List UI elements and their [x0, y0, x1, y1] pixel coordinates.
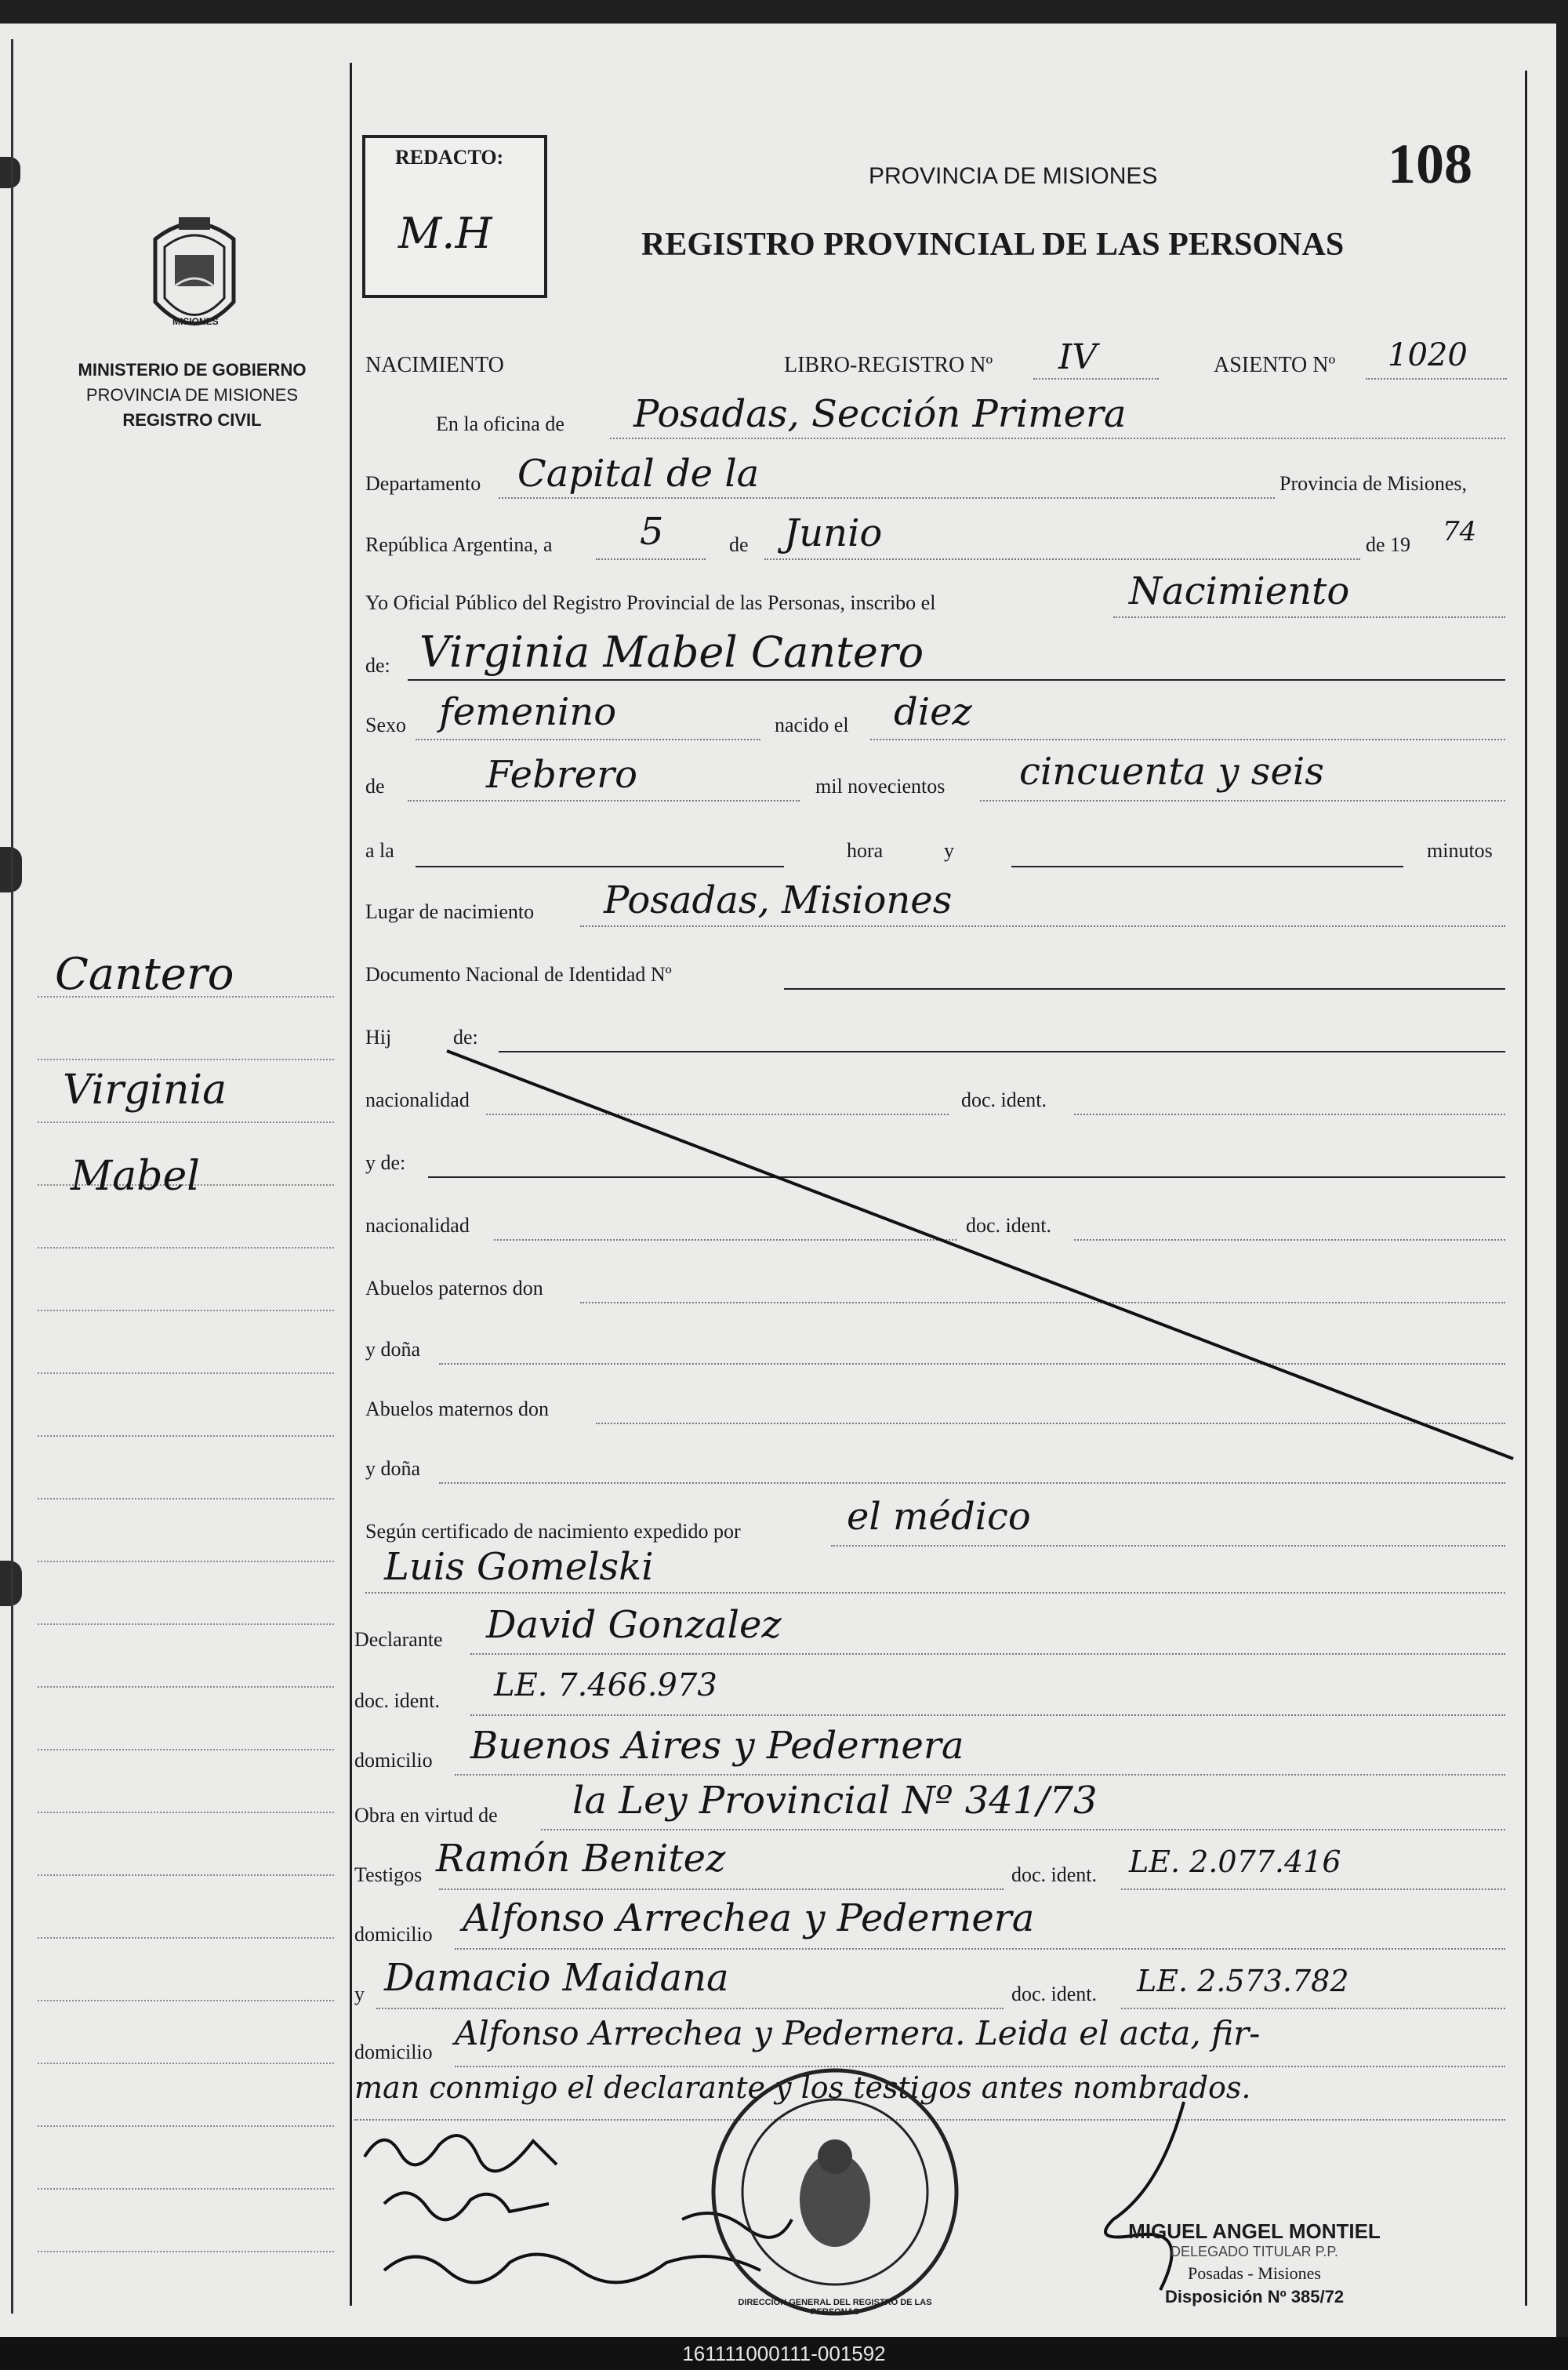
- redacto-label: REDACTO:: [395, 146, 504, 169]
- margin-line: [38, 2000, 334, 2001]
- testigo1-value: Ramón Benitez: [436, 1837, 726, 1881]
- official-role: DELEGADO TITULAR P.P.: [1170, 2244, 1339, 2259]
- doc-ident5-label: doc. ident.: [1011, 1983, 1098, 2005]
- de-label: de: [729, 533, 749, 556]
- sexo-label: Sexo: [365, 714, 406, 736]
- doc-ident5-line: [1121, 2008, 1505, 2009]
- lugar-label: Lugar de nacimiento: [365, 900, 535, 923]
- declarante-line: [470, 1653, 1505, 1655]
- nacido-line: [870, 739, 1505, 740]
- margin-line: [38, 2188, 334, 2190]
- anio-nac-line: [980, 800, 1505, 802]
- official-seal: [706, 2063, 964, 2321]
- minutos-line: [1011, 866, 1403, 867]
- declarante-label: Declarante: [354, 1628, 443, 1651]
- acto-value: Nacimiento: [1129, 569, 1350, 613]
- yo-oficial-label: Yo Oficial Público del Registro Provincial de las Personas, inscribo el: [365, 591, 936, 614]
- medico-value: el médico: [847, 1495, 1031, 1539]
- domicilio-declarante-value: Buenos Aires y Pedernera: [470, 1724, 964, 1768]
- y-dona2-line: [439, 1482, 1505, 1484]
- left-frame-line: [11, 39, 13, 2314]
- margin-line: [38, 1435, 334, 1437]
- obra-line: [541, 1829, 1505, 1830]
- obra-label: Obra en virtud de: [354, 1804, 498, 1827]
- official-disposicion: Disposición Nº 385/72: [1164, 2287, 1345, 2306]
- departamento-label: Departamento: [365, 472, 481, 495]
- mes-nac-value: Febrero: [486, 753, 638, 797]
- doc-testigo2-value: LE. 2.573.782: [1137, 1964, 1349, 1998]
- testigos-label: Testigos: [354, 1863, 423, 1886]
- lugar-line: [580, 925, 1505, 927]
- domicilio-testigo1-value: Alfonso Arrechea y Pedernera: [463, 1896, 1035, 1940]
- domicilio2-label: domicilio: [354, 1923, 433, 1946]
- y-label: y: [944, 839, 954, 862]
- doc-declarante-value: LE. 7.466.973: [494, 1667, 717, 1703]
- domicilio3-label: domicilio: [354, 2041, 433, 2063]
- nacido-value: diez: [894, 690, 972, 734]
- acto-line: [1113, 616, 1505, 618]
- cierre-value: man conmigo el declarante y los testigos antes nombrados.: [354, 2070, 1251, 2105]
- de-19-label: de 19: [1366, 533, 1411, 556]
- nombre-value: Virginia Mabel Cantero: [419, 627, 924, 677]
- hora-label: hora: [847, 839, 884, 862]
- margin-line: [38, 2251, 334, 2252]
- margin-line: [38, 1812, 334, 1813]
- redacto-stamp: [362, 135, 547, 298]
- oficina-value: Posadas, Sección Primera: [633, 392, 1127, 436]
- ministry-line3: REGISTRO CIVIL: [122, 410, 262, 430]
- libro-line: [1033, 378, 1159, 380]
- nacimiento-label: NACIMIENTO: [365, 353, 504, 377]
- obra-value: la Ley Provincial Nº 341/73: [572, 1779, 1098, 1823]
- domicilio1-line: [455, 1774, 1505, 1776]
- hij-de-label: de:: [453, 1026, 478, 1049]
- official-city: Posadas - Misiones: [1188, 2263, 1321, 2283]
- anio-value: 74: [1443, 516, 1477, 547]
- margin-surname: Cantero: [55, 949, 234, 1000]
- departamento-line: [499, 497, 1275, 499]
- a-la-label: a la: [365, 839, 394, 862]
- column-divider-line: [350, 63, 352, 2306]
- margin-line: [38, 1059, 334, 1060]
- testigo2-line: [376, 2008, 1004, 2009]
- margin-line: [38, 1498, 334, 1499]
- sexo-value: femenino: [439, 690, 617, 734]
- doc-ident3-line: [470, 1714, 1505, 1716]
- province-header: PROVINCIA DE MISIONES: [869, 163, 1158, 189]
- margin-line: [38, 1247, 334, 1249]
- y-dona2-label: y doña: [365, 1457, 421, 1480]
- binder-clip-top: [0, 157, 20, 188]
- domicilio3-line: [455, 2066, 1505, 2067]
- provincia-label: Provincia de Misiones,: [1279, 472, 1468, 495]
- mil-label: mil novecientos: [815, 775, 946, 798]
- abuelos-m-label: Abuelos maternos don: [365, 1398, 549, 1420]
- y-dona1-label: y doña: [365, 1338, 421, 1361]
- y2-label: y: [354, 1983, 365, 2005]
- dni-label: Documento Nacional de Identidad Nº: [365, 963, 672, 986]
- medico-nombre-line: [365, 1592, 1505, 1594]
- margin-line: [38, 1310, 334, 1311]
- registry-title: REGISTRO PROVINCIAL DE LAS PERSONAS: [641, 227, 1345, 263]
- doc-ident4-label: doc. ident.: [1011, 1863, 1098, 1886]
- diagonal-strike: [439, 1043, 1521, 1467]
- margin-line: [38, 1749, 334, 1750]
- right-frame-line: [1525, 71, 1527, 2306]
- oficina-line: [610, 438, 1505, 439]
- dni-line: [784, 988, 1505, 990]
- asiento-line: [1366, 378, 1507, 380]
- margin-line: [38, 1121, 334, 1123]
- margin-line: [38, 1937, 334, 1939]
- testigo1-line: [439, 1888, 1004, 1890]
- hora-line: [416, 866, 784, 867]
- hij-label: Hij: [365, 1026, 392, 1049]
- nacionalidad1-label: nacionalidad: [365, 1089, 470, 1111]
- redacto-initials: M.H: [398, 209, 492, 258]
- sexo-line: [416, 739, 760, 740]
- mes-nac-line: [408, 800, 800, 802]
- ministry-line1: MINISTERIO DE GOBIERNO: [78, 360, 307, 380]
- margin-middlename: Mabel: [71, 1153, 200, 1200]
- medico-nombre-value: Luis Gomelski: [384, 1545, 654, 1589]
- lugar-value: Posadas, Misiones: [604, 878, 953, 922]
- asiento-value: 1020: [1388, 337, 1468, 373]
- doc-ident4-line: [1121, 1888, 1505, 1890]
- ministry-emblem: [140, 208, 249, 349]
- emblem-text: MISIONES: [172, 316, 219, 327]
- dia-line: [596, 558, 706, 560]
- republica-label: República Argentina, a: [365, 533, 553, 556]
- segun-label: Según certificado de nacimiento expedido por: [365, 1520, 741, 1543]
- ministry-line2: PROVINCIA DE MISIONES: [85, 385, 299, 405]
- dia-value: 5: [640, 510, 664, 554]
- domicilio1-label: domicilio: [354, 1749, 433, 1772]
- de-colon-label: de:: [365, 654, 390, 677]
- margin-line: [38, 2063, 334, 2064]
- seal-text: DIRECCIÓN GENERAL DEL REGISTRO DE LAS PERSONAS: [738, 2298, 932, 2317]
- doc-ident1-label: doc. ident.: [961, 1089, 1047, 1111]
- departamento-value: Capital de la: [517, 452, 760, 496]
- footer-strip: [0, 2337, 1568, 2370]
- margin-line: [38, 1623, 334, 1625]
- margin-line: [38, 1372, 334, 1374]
- margin-line: [38, 1874, 334, 1876]
- asiento-label: ASIENTO Nº: [1214, 353, 1336, 377]
- margin-line: [38, 1686, 334, 1688]
- mes-value: Junio: [784, 511, 883, 555]
- y-de-label: y de:: [365, 1151, 406, 1174]
- official-name: MIGUEL ANGEL MONTIEL: [1128, 2219, 1381, 2243]
- declarante-value: David Gonzalez: [486, 1603, 782, 1647]
- nombre-line: [408, 679, 1505, 681]
- testigo2-value: Damacio Maidana: [384, 1956, 729, 2000]
- libro-value: IV: [1058, 337, 1098, 377]
- nacido-label: nacido el: [775, 714, 849, 736]
- doc-ident2-label: doc. ident.: [966, 1214, 1052, 1237]
- nacionalidad2-label: nacionalidad: [365, 1214, 470, 1237]
- footer-id: 161111000111-001592: [682, 2342, 886, 2365]
- minutos-label: minutos: [1427, 839, 1493, 862]
- doc-testigo1-value: LE. 2.077.416: [1129, 1845, 1341, 1879]
- mes-line: [764, 558, 1360, 560]
- de2-label: de: [365, 775, 385, 798]
- document-page: [0, 24, 1556, 2337]
- official-block: [1090, 2219, 1419, 2307]
- margin-line: [38, 2125, 334, 2127]
- libro-label: LIBRO-REGISTRO Nº: [784, 353, 993, 377]
- segun-line: [831, 1545, 1505, 1547]
- domicilio2-line: [455, 1948, 1505, 1950]
- margin-line: [38, 1561, 334, 1562]
- ministry-block: [47, 358, 337, 433]
- page-number: 108: [1388, 133, 1472, 195]
- abuelos-p-label: Abuelos paternos don: [365, 1277, 543, 1300]
- anio-nac-value: cincuenta y seis: [1019, 750, 1324, 794]
- oficina-label: En la oficina de: [436, 413, 564, 435]
- margin-firstname: Virginia: [63, 1067, 227, 1114]
- doc-ident3-label: doc. ident.: [354, 1689, 441, 1712]
- domicilio-testigo2-value: Alfonso Arrechea y Pedernera. Leida el acta, fir-: [455, 2014, 1261, 2052]
